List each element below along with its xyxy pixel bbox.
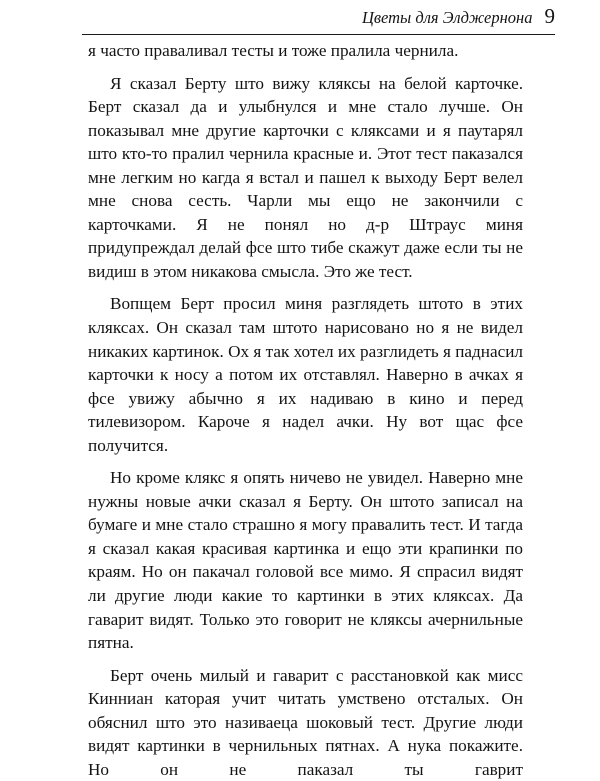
header-rule — [82, 34, 555, 35]
page-number: 9 — [544, 4, 555, 28]
paragraph-continued: я часто праваливал тесты и тоже пралила чернила. — [88, 41, 459, 60]
paragraph-shock-test: Берт очень милый и гаварит с расстановкой как мисс Кинниан каторая учит читать умствено отсталых. Он обяснил што это називаеца шоковый тест. Другие люди видят картинки в чернильных пятнах. А нука покажите. Но он не паказал ты гаврит — [88, 665, 523, 779]
running-head — [362, 4, 555, 38]
paragraph-blots-card: Я сказал Берту што вижу кляксы на белой карточке. Берт сказал да и улыбнулся и мне стало лучше. Он показывал мне другие карточки с кляксами и я паутарял што кто-то пралил чернила красные и. Этот тест паказался мне легким но кагда я встал и пашел к выходу Берт велел мне снова сесть. Чарли мы ещо не закончили с карточками. Я не понял но д-р Штраус миня придупреждал делай фсе што тибе скажут даже если ты не видиш в этом никакова смысла. Это же тест. — [88, 73, 523, 281]
paragraph-glasses: Вопщем Берт просил миня разглядеть штото в этих кляксах. Он сказал там штото нарисовано но я не видел никаких картинок. Ох я так хотел их разглидеть я паднасил карточки к носу а потом их отставлял. Наверно в ачках я фсе увижу абычно я их надиваю в кино и перед тилевизором. Кароче я надел ачки. Ну вот щас фсе получится. — [88, 294, 523, 455]
body-text — [88, 39, 523, 781]
book-page — [88, 0, 555, 779]
running-title: Цветы для Элджернона — [361, 8, 533, 27]
paragraph-new-glasses: Но кроме клякс я опять ничево не увидел. Наверно мне нужны новые ачки сказал я Берту. Он штото записал на бумаге и мне стало страшно я могу правалить тест. И тагда я сказал какая красивая картинка и ещо эти крапинки по краям. Но он пакачал головой все мимо. Я спрасил видят ли другие люди какие то картинки в этих кляксах. Да гаварит видят. Только это говорит не кляксы ачернильные пятна. — [88, 468, 523, 653]
